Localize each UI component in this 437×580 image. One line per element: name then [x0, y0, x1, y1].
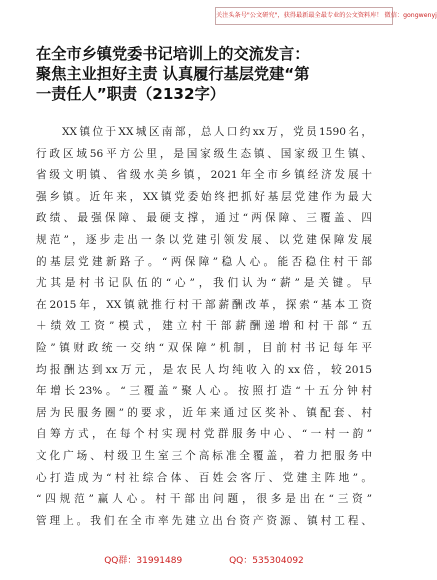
document-title: [36, 44, 376, 104]
footer-qq: QQ：535304092: [229, 556, 304, 566]
footer-contact: [0, 553, 408, 566]
footer-qq-group: QQ群：31991489: [104, 556, 183, 566]
body-line: 居为民服务圈”的要求，近年来通过区奖补、镇配套、村: [36, 406, 372, 419]
body-line: 的基层党建新路子。“两保障”稳人心。能否稳住村干部: [36, 255, 372, 268]
body-line: 省级文明镇、省级水美乡镇，2021年全市乡镇经济发展十: [36, 169, 372, 182]
body-line: 行政区域56平方公里，是国家级生态镇、国家级卫生镇、: [36, 147, 372, 160]
body-line: 年增长23%。“三覆盖”聚人心。按照打造“十五分钟村: [36, 385, 372, 398]
title-line-2: 聚焦主业担好主责 认真履行基层党建“第: [36, 65, 310, 83]
body-line: 政绩、最强保障、最硬支撑，通过“两保障、三覆盖、四: [36, 212, 372, 225]
body-line: “四规范”赢人心。村干部出问题，很多是出在“三资”: [36, 493, 372, 506]
body-line: 心打造成为“村社综合体、百姓会客厅、党建主阵地”。: [36, 471, 372, 484]
body-line: 规范”，逐步走出一条以党建引领发展、以党建保障发展: [36, 233, 372, 246]
body-line: 尤其是村书记队伍的“心”，我们认为“薪”是关键。早: [36, 277, 372, 290]
body-line: 均报酬达到xx万元，是农民人均纯收入的xx倍，较2015: [36, 363, 372, 376]
top-banner: 关注头条号"公文研究"，获得最新最全最专业的公文资料库！ 微信：gongwenyj: [215, 7, 393, 25]
body-line: 文化广场、村级卫生室三个高标准全覆盖，着力把服务中: [36, 449, 372, 462]
title-line-1: 在全市乡镇党委书记培训上的交流发言：: [36, 45, 310, 63]
document-body: [36, 122, 372, 532]
body-line: 强乡镇。近年来，XX镇党委始终把抓好基层党建作为最大: [36, 190, 372, 203]
body-line: ＋绩效工资”模式，建立村干部薪酬递增和村干部“五: [36, 320, 372, 333]
body-line: 自筹方式，在每个村实现村党群服务中心、“一村一韵”: [36, 428, 372, 441]
body-line: 险”镇财政统一交纳“双保障”机制，目前村书记每年平: [36, 341, 372, 354]
title-line-3: 一责任人”职责（2132字）: [36, 85, 225, 103]
body-line: 在2015年，XX镇就推行村干部薪酬改革，探索“基本工资: [36, 298, 372, 311]
body-line: XX镇位于XX城区南部，总人口约xx万，党员1590名，: [36, 126, 372, 138]
body-line: 管理上。我们在全市率先建立出台资产资源、镇村工程、: [36, 514, 372, 527]
